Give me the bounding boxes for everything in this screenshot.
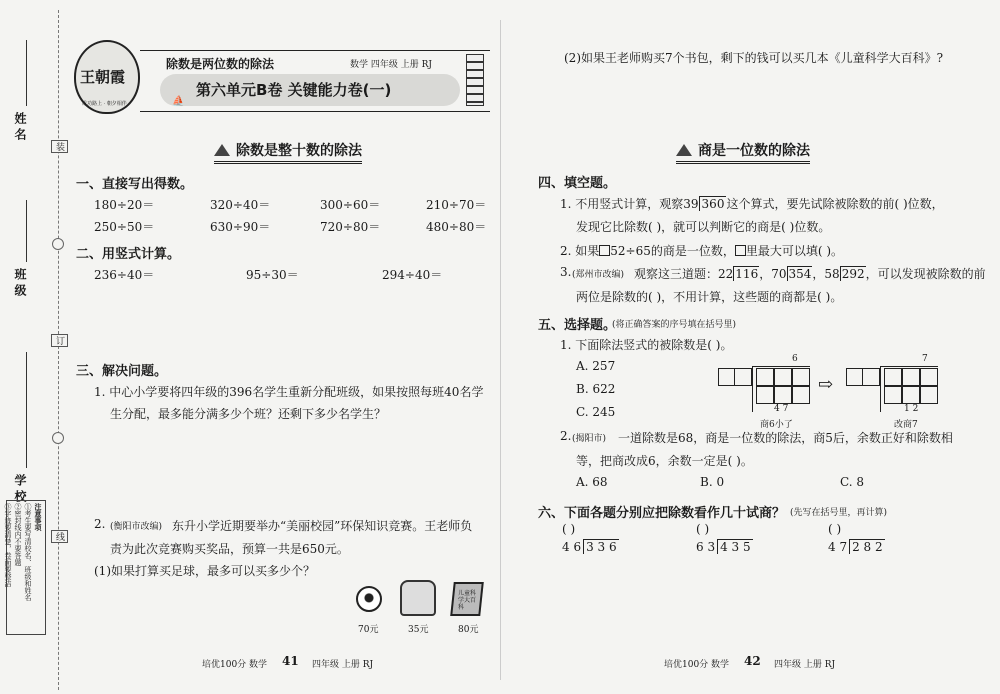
q6-paren: ( ) bbox=[696, 522, 710, 536]
price-ball: 70元 bbox=[358, 625, 379, 635]
blank-cell bbox=[792, 386, 810, 404]
diagram-quotient-right: 7 bbox=[922, 354, 928, 364]
blank-cell bbox=[774, 368, 792, 386]
q3-p2-line1: 东升小学近期要举办“美丽校园”环保知识竞赛。王老师负 bbox=[172, 519, 473, 533]
q4-i3-dividend: 354 bbox=[788, 267, 812, 281]
q5-option: B. 0 bbox=[700, 475, 725, 489]
q4-i3-divisor: 70 bbox=[771, 267, 787, 281]
q5-i2-line2: 等，把商改成6，余数一定是( )。 bbox=[576, 454, 753, 468]
q4-i1-pre: 1. 不用竖式计算，观察39 bbox=[560, 197, 699, 211]
q5-i2-line1: 一道除数是68，商是一位数的除法，商5后，余数正好和除数相 bbox=[618, 431, 953, 445]
q4-i2 bbox=[560, 242, 843, 259]
section-title-text: 商是一位数的除法 bbox=[698, 143, 810, 159]
footer-brand: 培优100分 数学 bbox=[664, 660, 730, 670]
q1-item: 630÷90＝ bbox=[210, 220, 271, 234]
q4-i3-divisor: 22 bbox=[718, 267, 734, 281]
blank-cell bbox=[884, 386, 902, 404]
blank-cell bbox=[734, 368, 752, 386]
page-number: 42 bbox=[744, 654, 761, 668]
q1-item: 300÷60＝ bbox=[320, 198, 381, 212]
q6-dividend: 2 8 2 bbox=[849, 539, 885, 554]
q4-i2-mid: 52÷65的商是一位数， bbox=[610, 244, 735, 258]
notice-rule: ①考生要写清校名、班级和姓名 bbox=[24, 503, 32, 601]
blank-cell bbox=[902, 368, 920, 386]
diagram-digits-left: 4 7 bbox=[774, 404, 789, 414]
blank-cell bbox=[902, 386, 920, 404]
q6-heading-note: (先写在括号里，再计算) bbox=[790, 508, 888, 518]
sail-icon bbox=[676, 144, 692, 156]
notice-rule: ③字迹要清楚，卷面要整洁 bbox=[4, 503, 12, 587]
q2-heading: 二、用竖式计算。 bbox=[76, 247, 181, 262]
q4-i2-pre: 2. 如果 bbox=[560, 244, 600, 258]
q4-i3-dividend: 292 bbox=[841, 267, 865, 281]
blank-cell bbox=[884, 368, 902, 386]
q3-p2-number: 2. bbox=[94, 517, 106, 531]
name-label: 姓 名 bbox=[13, 112, 27, 141]
q4-i3-number: 3. bbox=[560, 265, 572, 279]
q4-i1-dividend: 360 bbox=[699, 196, 727, 211]
header-meta: 数学 四年级 上册 RJ bbox=[350, 60, 432, 70]
book-title: 儿童科学大百科 bbox=[458, 590, 477, 611]
q4-i1-post: 这个算式，要先试除被除数的前( )位数， bbox=[726, 197, 944, 211]
school-label: 学 校 bbox=[13, 474, 27, 503]
q3-p2-line2: 责为此次竞赛购买奖品，预算一共是650元。 bbox=[110, 542, 349, 556]
q5-option: B. 622 bbox=[576, 382, 616, 396]
q3-p2-tag: (衡阳市改编) bbox=[110, 522, 163, 532]
q6-divisor: 4 6 bbox=[562, 540, 582, 554]
q2-item: 294÷40＝ bbox=[382, 268, 443, 282]
q1-item: 320÷40＝ bbox=[210, 198, 271, 212]
q5-option: C. 8 bbox=[840, 475, 865, 489]
diagram-quotient-left: 6 bbox=[792, 354, 798, 364]
q6-dividend: 3 3 6 bbox=[583, 539, 619, 554]
section-title-right bbox=[676, 140, 810, 164]
q5-i2-tag: (揭阳市) bbox=[572, 434, 607, 444]
blank-cell bbox=[920, 386, 938, 404]
q5-i2-number: 2. bbox=[560, 429, 572, 443]
blank-cell bbox=[920, 368, 938, 386]
blank-cell bbox=[862, 368, 880, 386]
q5-option: A. 68 bbox=[576, 475, 608, 489]
q1-item: 480÷80＝ bbox=[426, 220, 487, 234]
q4-i3-divisor: 58 bbox=[824, 267, 840, 281]
header-title: 第六单元B卷 关键能力卷(一) bbox=[196, 81, 392, 99]
footer-meta: 四年级 上册 RJ bbox=[774, 660, 836, 670]
q4-heading: 四、填空题。 bbox=[538, 176, 617, 191]
blank-box bbox=[735, 245, 746, 256]
q5-option: A. 257 bbox=[576, 359, 616, 373]
q4-i3-post: ，可以发现被除数的前 bbox=[865, 267, 986, 281]
q5-i1: 1. 下面除法竖式的被除数是( )。 bbox=[560, 338, 733, 352]
blank-cell bbox=[756, 386, 774, 404]
q4-i3-dividend: 116 bbox=[735, 267, 759, 281]
blank-cell bbox=[756, 368, 774, 386]
blank-box bbox=[599, 245, 610, 256]
header-subtitle: 除数是两位数的除法 bbox=[166, 57, 275, 71]
q4-i3-tag: (郑州市改编) bbox=[572, 270, 625, 280]
q6-heading: 六、下面各题分别应把除数看作几十试商？ bbox=[538, 506, 786, 521]
q6-item-2 bbox=[696, 540, 753, 554]
q4-i3-pre: 观察这三道题： bbox=[634, 267, 719, 281]
footer-brand: 培优100分 数学 bbox=[202, 660, 268, 670]
q1-item: 720÷80＝ bbox=[320, 220, 381, 234]
q3-p1-line2: 生分配，最多能分满多少个班？还剩下多少名学生？ bbox=[110, 407, 387, 421]
q4-i3-line1: 观察这三道题：22 116，70 354，58 292，可以发现被除数的前 bbox=[634, 267, 986, 281]
binding-tick: 线 bbox=[51, 530, 68, 543]
q4-i2-post: 里最大可以填( )。 bbox=[745, 244, 844, 258]
blank-cell bbox=[792, 368, 810, 386]
q2-item: 236÷40＝ bbox=[94, 268, 155, 282]
diagram-note-left: 商6小了 bbox=[760, 420, 793, 430]
top-question: (2)如果王老师购买7个书包，剩下的钱可以买几本《儿童科学大百科》? bbox=[564, 51, 944, 65]
q5-option: C. 245 bbox=[576, 405, 616, 419]
arrow-right-icon: ⇨ bbox=[818, 374, 834, 395]
logo-text: 王朝霞 bbox=[80, 68, 126, 86]
logo-subtext: 成功路上 · 朝夕相伴 bbox=[82, 101, 127, 107]
blank-cell bbox=[774, 386, 792, 404]
q4-i3-line2: 两位是除数的( )，不用计算，这些题的商都是( )。 bbox=[576, 290, 843, 304]
section-title-text: 除数是整十数的除法 bbox=[236, 143, 362, 159]
q4-i1-line2: 发现它比除数( )，就可以判断它的商是( )位数。 bbox=[576, 220, 831, 234]
binding-tick: 订 bbox=[51, 334, 68, 347]
notice-title: 注意事项 bbox=[34, 503, 43, 531]
q1-heading: 一、直接写出得数。 bbox=[76, 177, 194, 192]
class-label: 班 级 bbox=[13, 268, 27, 297]
footer-meta: 四年级 上册 RJ bbox=[312, 660, 374, 670]
q6-divisor: 4 7 bbox=[828, 540, 848, 554]
q6-paren: ( ) bbox=[828, 522, 842, 536]
q3-p1-line1: 1. 中心小学要将四年级的396名学生重新分配班级，如果按照每班40名学 bbox=[94, 385, 484, 399]
diagram-digits-right: 1 2 bbox=[904, 404, 919, 414]
boat-icon: ⛵ bbox=[172, 96, 185, 107]
price-backpack: 35元 bbox=[408, 625, 429, 635]
q2-item: 95÷30＝ bbox=[246, 268, 299, 282]
q1-item: 180÷20＝ bbox=[94, 198, 155, 212]
q4-i1-line1 bbox=[560, 195, 944, 212]
q5-heading-note: (将正确答案的序号填在括号里) bbox=[612, 320, 737, 330]
q6-paren: ( ) bbox=[562, 522, 576, 536]
q6-item-3 bbox=[828, 540, 885, 554]
q3-p2-sub1: (1)如果打算买足球，最多可以买多少个？ bbox=[94, 564, 315, 578]
q6-dividend: 4 3 5 bbox=[717, 539, 753, 554]
price-book: 80元 bbox=[458, 625, 479, 635]
binding-tick: 装 bbox=[51, 140, 68, 153]
q6-item-1 bbox=[562, 540, 619, 554]
q6-divisor: 6 3 bbox=[696, 540, 716, 554]
page-number: 41 bbox=[282, 654, 299, 668]
q5-heading: 五、选择题。 bbox=[538, 318, 617, 333]
q1-item: 210÷70＝ bbox=[426, 198, 487, 212]
diagram-note-right: 改商7 bbox=[894, 420, 918, 430]
q3-heading: 三、解决问题。 bbox=[76, 364, 168, 379]
notice-rule: ②密封线内不要答题 bbox=[14, 503, 22, 566]
q1-item: 250÷50＝ bbox=[94, 220, 155, 234]
